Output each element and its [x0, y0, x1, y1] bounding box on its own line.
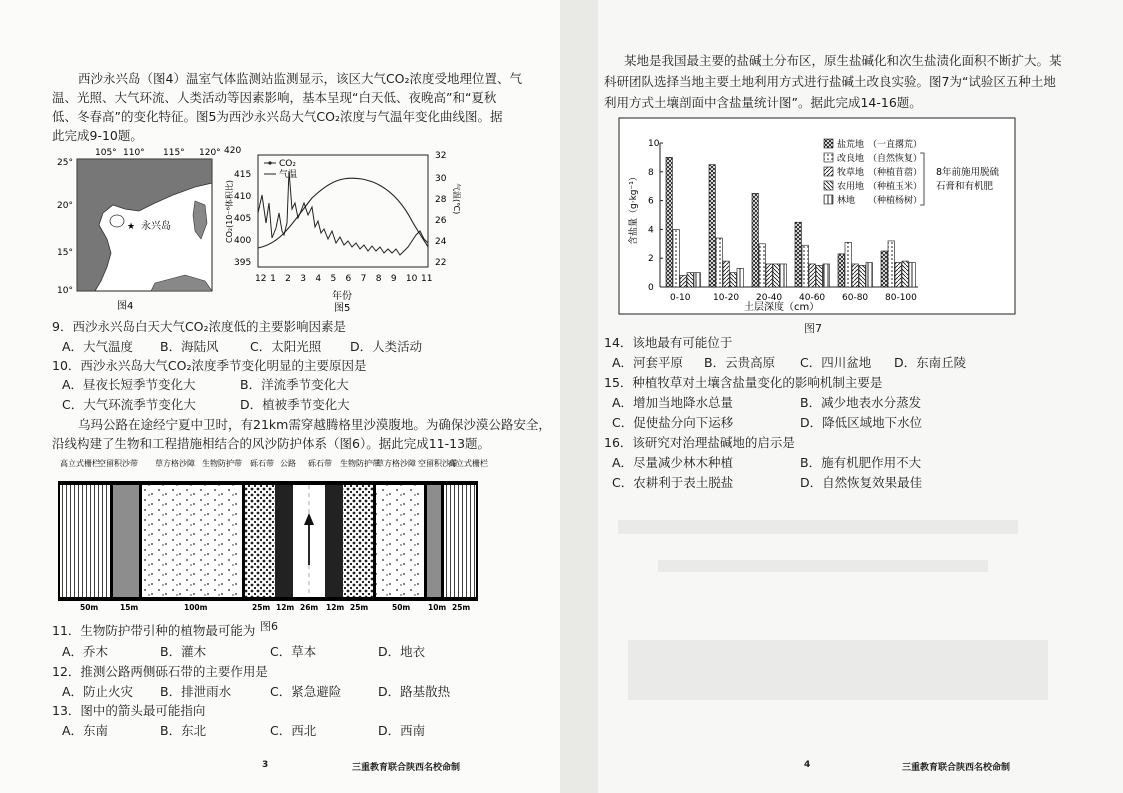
salt-tick: 6 [648, 196, 654, 207]
bar-改良地-60-80 [845, 242, 851, 287]
temp-tick: 26 [435, 216, 447, 226]
bar-盐荒地-20-40 [752, 193, 758, 287]
q14-option-b[interactable]: B．云贵高原 [704, 355, 776, 370]
intro-line-3: 利用方式土壤剖面中含盐量统计图”。据此完成14-16题。 [604, 95, 922, 110]
bio-belt-left [245, 485, 275, 597]
intro-line-4: 此完成9-10题。 [52, 128, 143, 143]
month-tick: 8 [375, 274, 382, 284]
month-tick: 11 [421, 274, 433, 284]
lon-120: 120° [199, 148, 221, 158]
month-tick: 6 [345, 274, 352, 284]
question-16: 16．该研究对治理盐碱地的启示是 [604, 435, 795, 450]
q14-option-d[interactable]: D．东南丘陵 [894, 355, 967, 370]
svg-text:15m: 15m [120, 603, 139, 612]
lat-15: 15° [57, 248, 73, 258]
lon-115: 115° [163, 148, 185, 158]
q12-option-a[interactable]: A．防止火灾 [62, 684, 134, 699]
bar-林地-20-40 [780, 264, 786, 287]
bar-牧草地-10-20 [723, 261, 729, 287]
figure-5-chart [222, 143, 462, 313]
figure-4-caption: 图4 [117, 301, 134, 312]
q13-option-d[interactable]: D．西南 [378, 723, 426, 738]
show-through-noise [628, 640, 1048, 700]
grass-grid-left [142, 485, 242, 597]
sand-belt-right [427, 485, 441, 597]
svg-text:32: 32 [435, 151, 447, 161]
q13-option-c[interactable]: C．西北 [270, 723, 317, 738]
co2-tick: 410 [234, 192, 252, 202]
q16-option-d[interactable]: D．自然恢复效果最佳 [800, 475, 923, 490]
bar-改良地-0-10 [673, 229, 679, 287]
question-10: 10．西沙永兴岛大气CO₂浓度季节变化明显的主要原因是 [52, 358, 367, 373]
depth-axis-label: 土层深度（cm） [744, 302, 820, 313]
q10-option-c[interactable]: C．大气环流季节变化大 [62, 397, 196, 412]
svg-text:100m: 100m [184, 603, 208, 612]
legend-note-2: 石膏和有机肥 [936, 181, 994, 192]
q14-option-a[interactable]: A．河套平原 [612, 355, 684, 370]
svg-text:50m: 50m [80, 603, 99, 612]
q9-option-c[interactable]: C．太阳光照 [250, 339, 322, 354]
q11-option-c[interactable]: C．草本 [270, 644, 317, 659]
svg-text:26m: 26m [300, 603, 319, 612]
q14-option-c[interactable]: C．四川盆地 [800, 355, 872, 370]
legend-note: （种植玉米） [868, 182, 923, 192]
svg-text:10m: 10m [428, 603, 447, 612]
lat-25: 25° [57, 158, 73, 168]
month-tick: 10 [405, 274, 418, 284]
temp-axis-label: 气温(℃) [452, 183, 461, 215]
salt-tick: 4 [648, 225, 654, 236]
salt-tick: 10 [648, 139, 660, 149]
show-through-noise [618, 520, 1018, 534]
q9-option-a[interactable]: A．大气温度 [62, 339, 134, 354]
salt-tick: 8 [648, 167, 654, 178]
exam-page-3 [0, 0, 560, 793]
fence-right [444, 485, 476, 597]
svg-text:12m: 12m [326, 603, 345, 612]
q9-option-b[interactable]: B．海陆风 [160, 339, 219, 354]
question-14: 14．该地最有可能位于 [604, 335, 733, 350]
svg-text:草方格沙障: 草方格沙障 [155, 459, 195, 468]
q16-option-c[interactable]: C．农耕利于表土脱盐 [612, 475, 734, 490]
page-number: 3 [262, 760, 269, 770]
month-tick: 12 [255, 274, 267, 284]
legend-swatch [824, 195, 833, 204]
q15-option-d[interactable]: D．降低区域地下水位 [800, 415, 923, 430]
grass-grid-right [376, 485, 424, 597]
svg-text:生物防护带: 生物防护带 [340, 459, 380, 468]
figure-4-map [55, 143, 220, 311]
figure-7-chart [618, 117, 1016, 337]
co2-axis-label: CO₂(10⁻⁶体积比) [225, 180, 234, 243]
svg-text:高立式栅栏: 高立式栅栏 [60, 459, 100, 468]
question-15: 15．种植牧草对土壤含盐量变化的影响机制主要是 [604, 375, 883, 390]
bar-牧草地-80-100 [895, 263, 901, 287]
question-9: 9．西沙永兴岛白天大气CO₂浓度低的主要影响因素是 [52, 319, 347, 334]
q16-option-a[interactable]: A．尽量减少林木种植 [612, 455, 734, 470]
svg-text:420: 420 [224, 146, 242, 156]
q13-option-b[interactable]: B．东北 [160, 723, 207, 738]
legend-note: （自然恢复） [868, 154, 923, 164]
figure-6-caption: 图6 [260, 620, 278, 633]
svg-text:12m: 12m [276, 603, 295, 612]
q11-option-a[interactable]: A．乔木 [62, 644, 109, 659]
legend-swatch [824, 181, 833, 190]
q12-option-d[interactable]: D．路基散热 [378, 684, 451, 699]
co2-tick: 395 [234, 258, 252, 268]
month-tick: 7 [360, 274, 367, 284]
island-star: 永兴岛 [141, 221, 171, 232]
co2-curve [258, 171, 428, 255]
legend-note: （种植杨树） [868, 196, 923, 206]
bar-改良地-80-100 [888, 241, 894, 287]
legend-name: 农用地 [837, 182, 865, 192]
bar-农用地-10-20 [730, 273, 736, 287]
figure-6 [58, 457, 488, 617]
q15-option-a[interactable]: A．增加当地降水总量 [612, 395, 734, 410]
legend-name: 改良地 [837, 154, 865, 164]
month-tick: 4 [315, 274, 322, 284]
svg-text:草方格沙障: 草方格沙障 [376, 459, 416, 468]
depth-tick: 60-80 [842, 293, 869, 303]
page-number: 4 [804, 760, 811, 770]
bar-牧草地-40-60 [809, 264, 815, 287]
co2-tick: 400 [234, 236, 252, 246]
intro-line-1: 某地是我国最主要的盐碱土分布区，原生盐碱化和次生盐渍化面积不断扩大。某 [624, 53, 1062, 68]
lon-105: 105° [95, 148, 117, 158]
depth-tick: 20-40 [756, 293, 783, 303]
salt-tick: 2 [648, 254, 654, 265]
year-axis-label: 年份 [332, 291, 352, 302]
depth-tick: 80-100 [885, 293, 917, 303]
month-tick: 5 [330, 274, 337, 284]
bar-林地-10-20 [737, 268, 743, 287]
q12-option-c[interactable]: C．紧急避险 [270, 684, 342, 699]
legend-note: （种植苜蓿） [868, 168, 923, 178]
depth-tick: 40-60 [799, 293, 826, 303]
svg-text:25m: 25m [252, 603, 271, 612]
intro-line-3: 低、冬春高”的变化特征。图5为西沙永兴岛大气CO₂浓度与气温年变化曲线图。据 [52, 109, 503, 124]
figure-5-caption: 图5 [334, 303, 351, 314]
question-11: 11．生物防护带引种的植物最可能为 [52, 623, 256, 638]
legend-swatch [824, 139, 833, 148]
svg-text:空留积沙带: 空留积沙带 [98, 459, 138, 468]
q10-option-d[interactable]: D．植被季节变化大 [240, 397, 350, 412]
bio-belt-right [343, 485, 373, 597]
legend-co2: CO₂ [279, 159, 296, 169]
legend-swatch [824, 153, 833, 162]
svg-text:25m: 25m [350, 603, 369, 612]
bar-农用地-80-100 [902, 261, 908, 287]
page-footer: 三重教育联合陕西名校命制 [352, 763, 461, 773]
bar-盐荒地-10-20 [709, 165, 715, 287]
q10-option-a[interactable]: A．昼夜长短季节变化大 [62, 377, 196, 392]
legend-name: 林地 [837, 196, 856, 206]
temp-tick: 24 [435, 237, 447, 247]
temp-tick: 28 [435, 195, 447, 205]
lat-10: 10° [57, 286, 73, 296]
svg-text:公路: 公路 [280, 459, 296, 468]
legend-temp: 气温 [279, 170, 298, 180]
page-footer: 三重教育联合陕西名校命制 [902, 763, 1011, 773]
temp-tick: 22 [435, 258, 447, 268]
bar-林地-40-60 [823, 264, 829, 287]
salt-axis-label: 含盐量（g·kg⁻¹） [629, 172, 639, 245]
depth-tick: 0-10 [670, 293, 691, 303]
bar-农用地-60-80 [859, 265, 865, 287]
fence-left [60, 485, 110, 597]
intro-line-1: 西沙永兴岛（图4）温室气体监测站监测显示，该区大气CO₂浓度受地理位置、气 [78, 71, 523, 86]
legend-note-1: 8年前施用脱硫 [936, 167, 1000, 178]
gravel-left [275, 485, 293, 597]
bar-改良地-40-60 [802, 245, 808, 287]
month-tick: 2 [285, 274, 291, 284]
question-13: 13．图中的箭头最可能指向 [52, 703, 206, 718]
lat-20: 20° [57, 201, 73, 211]
page-gutter [560, 0, 598, 793]
q15-option-b[interactable]: B．减少地表水分蒸发 [800, 395, 922, 410]
svg-text:空留积沙带: 空留积沙带 [418, 459, 458, 468]
q11-option-d[interactable]: D．地衣 [378, 644, 426, 659]
bar-牧草地-20-40 [766, 264, 772, 287]
bar-牧草地-60-80 [852, 264, 858, 287]
svg-text:高立式栅栏: 高立式栅栏 [448, 459, 488, 468]
q11-option-b[interactable]: B．灌木 [160, 644, 207, 659]
bar-林地-0-10 [694, 273, 700, 287]
intro-line-2: 科研团队选择当地主要土地利用方式进行盐碱土改良实验。图7为“试验区五种土地 [604, 74, 1056, 89]
co2-tick: 415 [234, 170, 252, 180]
q10-option-b[interactable]: B．洋流季节变化大 [240, 377, 349, 392]
month-tick: 3 [300, 274, 307, 284]
intro-line-2: 温、光照、大气环流、人类活动等因素影响，基本呈现“白天低、夜晚高”和“夏秋 [52, 90, 497, 105]
bar-盐荒地-40-60 [795, 222, 801, 287]
bar-盐荒地-0-10 [666, 157, 672, 287]
question-12: 12．推测公路两侧砾石带的主要作用是 [52, 664, 268, 679]
temp-tick: 30 [435, 174, 447, 184]
svg-text:砾石带: 砾石带 [308, 459, 332, 468]
bar-盐荒地-80-100 [881, 251, 887, 287]
q12-option-b[interactable]: B．排泄雨水 [160, 684, 232, 699]
svg-text:25m: 25m [452, 603, 471, 612]
svg-text:砾石带: 砾石带 [250, 459, 274, 468]
depth-tick: 10-20 [713, 293, 740, 303]
salt-tick: 0 [648, 283, 654, 293]
co2-tick: 405 [234, 214, 252, 224]
bar-盐荒地-60-80 [838, 254, 844, 287]
temperature-curve [258, 178, 428, 248]
q9-option-d[interactable]: D．人类活动 [350, 339, 423, 354]
month-tick: 9 [390, 274, 397, 284]
q15-option-c[interactable]: C．促使盐分向下运移 [612, 415, 734, 430]
sand-belt-left [113, 485, 139, 597]
bar-牧草地-0-10 [680, 275, 686, 287]
intro2-line-1: 乌玛公路在途经宁夏中卫时，有21km需穿越腾格里沙漠腹地。为确保沙漠公路安全， [78, 417, 551, 432]
bar-农用地-0-10 [687, 273, 693, 287]
bar-农用地-40-60 [816, 265, 822, 287]
exam-page-4 [598, 0, 1123, 793]
lon-110: 110° [123, 148, 145, 158]
intro2-line-2: 沿线构建了生物和工程措施相结合的风沙防护体系（图6）。据此完成11-13题。 [52, 436, 491, 451]
hainan-island [110, 215, 124, 227]
legend-name: 牧草地 [837, 168, 865, 178]
bar-林地-80-100 [909, 263, 915, 287]
legend-note: （一直撂荒） [868, 140, 923, 150]
q16-option-b[interactable]: B．施有机肥作用不大 [800, 455, 922, 470]
q13-option-a[interactable]: A．东南 [62, 723, 109, 738]
svg-text:50m: 50m [392, 603, 411, 612]
month-tick: 1 [270, 274, 276, 284]
bar-改良地-20-40 [759, 244, 765, 287]
show-through-noise [658, 560, 988, 572]
svg-text:生物防护带: 生物防护带 [202, 459, 242, 468]
bar-林地-60-80 [866, 263, 872, 287]
gravel-right [325, 485, 343, 597]
legend-name: 盐荒地 [837, 140, 865, 150]
svg-text:★: ★ [127, 222, 136, 232]
figure-7-caption: 图7 [804, 322, 822, 335]
legend-swatch [824, 167, 833, 176]
bar-改良地-10-20 [716, 238, 722, 287]
bar-农用地-20-40 [773, 264, 779, 287]
